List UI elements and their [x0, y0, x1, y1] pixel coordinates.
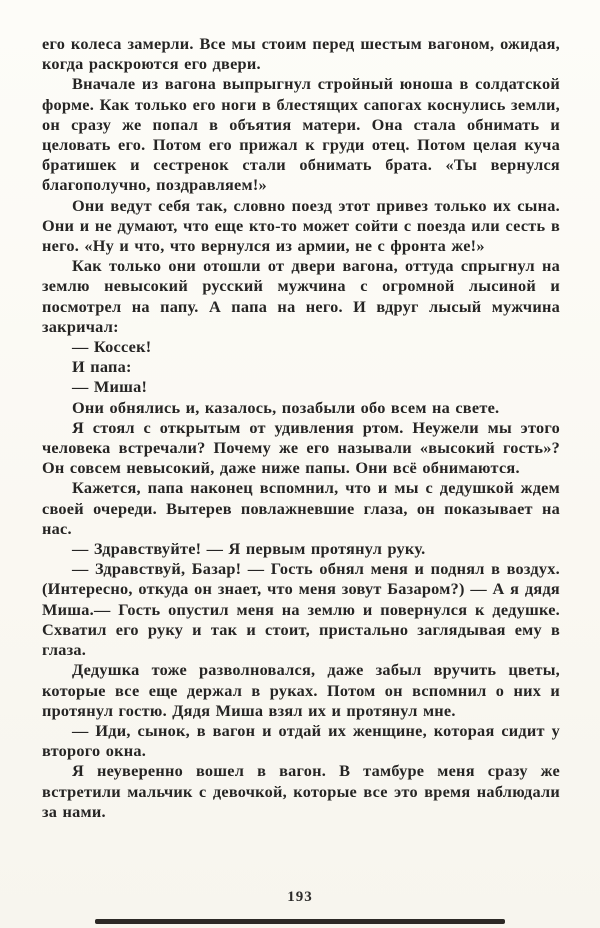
paragraph: Дедушка тоже разволновался, даже забыл вручить цветы, которые все еще держал в руках. Потом он вспомнил о них и протянул гостю. Дядя Миша взял их и протянул мне. [42, 660, 560, 720]
paragraph-dialogue: — Здравствуй, Базар! — Гость обнял меня и поднял в воздух. (Интересно, откуда он знает, что меня зовут Базаром?) — А я дядя Миша.— Гость опустил меня на землю и повернулся к дедушке. Схватил его руку и так и стоит, пристально заглядывая ему в глаза. [42, 559, 560, 660]
paragraph: его колеса замерли. Все мы стоим перед шестым вагоном, ожидая, когда раскроются его двери. [42, 34, 560, 74]
paragraph-dialogue: — Миша! [72, 377, 148, 397]
paragraph: Я стоял с открытым от удивления ртом. Неужели мы этого человека встречали? Почему же его называли «высокий гость»? Он совсем невысокий, даже ниже папы. Они всё обнимаются. [42, 417, 560, 478]
paragraph-dialogue: И папа: [72, 357, 132, 377]
paragraph: Как только они отошли от двери вагона, оттуда спрыгнул на землю невысокий русский мужчина с огромной лысиной и посмотрел на папу. А папа на него. И вдруг лысый мужчина закричал: [42, 256, 560, 336]
scan-artifact-line [95, 919, 505, 924]
paragraph-dialogue: — Здравствуйте! — Я первым протянул руку. [72, 539, 426, 559]
paragraph: Кажется, папа наконец вспомнил, что и мы с дедушкой ждем своей очереди. Вытерев повлажневшие глаза, он показывает на нас. [42, 478, 560, 538]
page-text-block [42, 34, 560, 822]
paragraph: Вначале из вагона выпрыгнул стройный юноша в солдатской форме. Как только его ноги в блестящих сапогах коснулись земли, он сразу же попал в объятия матери. Она стала обнимать и целовать его. Потом его прижал к груди отец. Потом целая куча братишек и сестренок стали обнимать брата. «Ты вернулся благополучно, поздравляем!» [42, 74, 560, 195]
paragraph: Они обнялись и, казалось, позабыли обо всем на свете. [72, 397, 500, 417]
paragraph: Я неуверенно вошел в вагон. В тамбуре меня сразу же встретили мальчик с девочкой, которые все это время наблюдали за нами. [42, 761, 560, 821]
paragraph-dialogue: — Коссек! [72, 337, 152, 357]
paragraph: Они ведут себя так, словно поезд этот привез только их сына. Они и не думают, что еще кто-то может сойти с поезда или сесть в него. «Ну и что, что вернулся из армии, не с фронта же!» [42, 195, 560, 256]
page-number: 193 [287, 889, 313, 905]
paragraph-dialogue: — Иди, сынок, в вагон и отдай их женщине, которая сидит у второго окна. [42, 720, 560, 761]
